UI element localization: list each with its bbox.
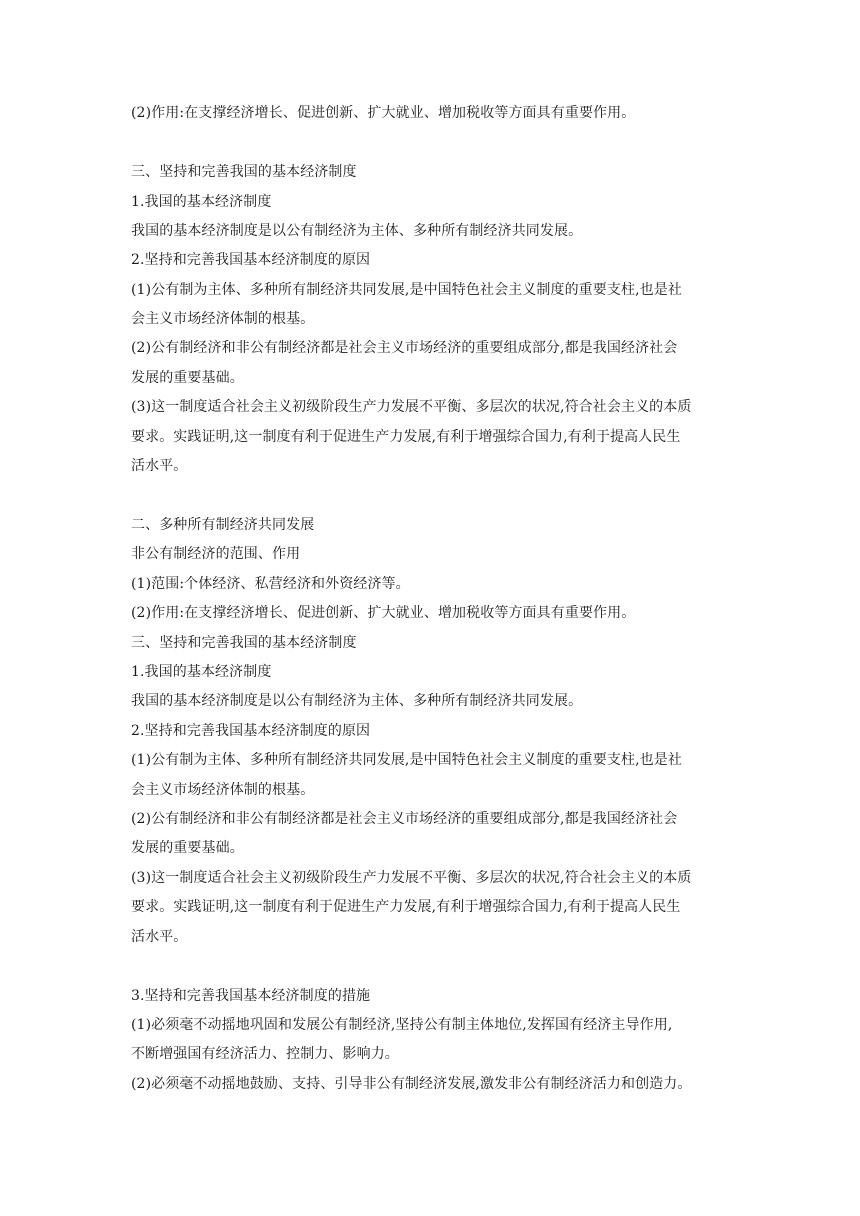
text-line: 发展的重要基础。 xyxy=(131,840,244,856)
text-line: 发展的重要基础。 xyxy=(131,370,244,386)
subsection-heading: 2.坚持和完善我国基本经济制度的原因 xyxy=(131,723,371,739)
text-line: 会主义市场经济体制的根基。 xyxy=(131,782,315,798)
text-line: (2)作用:在支撑经济增长、促进创新、扩大就业、增加税收等方面具有重要作用。 xyxy=(131,605,636,621)
text-line: (1)必须毫不动摇地巩固和发展公有制经济,坚持公有制主体地位,发挥国有经济主导作用, xyxy=(131,1017,673,1033)
subsection-heading: 1.我国的基本经济制度 xyxy=(131,664,272,680)
section-heading: 二、多种所有制经济共同发展 xyxy=(131,517,315,533)
text-line: 我国的基本经济制度是以公有制经济为主体、多种所有制经济共同发展。 xyxy=(131,223,583,239)
text-line: 我国的基本经济制度是以公有制经济为主体、多种所有制经济共同发展。 xyxy=(131,693,583,709)
text-line: (3)这一制度适合社会主义初级阶段生产力发展不平衡、多层次的状况,符合社会主义的本质 xyxy=(131,399,692,415)
subsection-heading: 1.我国的基本经济制度 xyxy=(131,194,272,210)
section-heading: 三、坚持和完善我国的基本经济制度 xyxy=(131,164,357,180)
text-line: (1)范围:个体经济、私营经济和外资经济等。 xyxy=(131,576,410,592)
text-line: 要求。实践证明,这一制度有利于促进生产力发展,有利于增强综合国力,有利于提高人民生 xyxy=(131,899,681,915)
text-line: (2)公有制经济和非公有制经济都是社会主义市场经济的重要组成部分,都是我国经济社会 xyxy=(131,340,678,356)
text-line: (2)作用:在支撑经济增长、促进创新、扩大就业、增加税收等方面具有重要作用。 xyxy=(131,105,636,121)
text-line: 活水平。 xyxy=(131,929,188,945)
text-line: (1)公有制为主体、多种所有制经济共同发展,是中国特色社会主义制度的重要支柱,也是社 xyxy=(131,282,682,298)
text-line: 会主义市场经济体制的根基。 xyxy=(131,311,315,327)
subsection-heading: 非公有制经济的范围、作用 xyxy=(131,546,301,562)
text-line: (2)必须毫不动摇地鼓励、支持、引导非公有制经济发展,激发非公有制经济活力和创造力。 xyxy=(131,1076,692,1092)
subsection-heading: 2.坚持和完善我国基本经济制度的原因 xyxy=(131,252,371,268)
subsection-heading: 3.坚持和完善我国基本经济制度的措施 xyxy=(131,988,371,1004)
section-heading: 三、坚持和完善我国的基本经济制度 xyxy=(131,635,357,651)
text-line: 不断增强国有经济活力、控制力、影响力。 xyxy=(131,1046,399,1062)
text-line: (3)这一制度适合社会主义初级阶段生产力发展不平衡、多层次的状况,符合社会主义的本质 xyxy=(131,870,692,886)
text-line: 活水平。 xyxy=(131,458,188,474)
text-line: (1)公有制为主体、多种所有制经济共同发展,是中国特色社会主义制度的重要支柱,也是社 xyxy=(131,752,682,768)
text-line: 要求。实践证明,这一制度有利于促进生产力发展,有利于增强综合国力,有利于提高人民生 xyxy=(131,429,681,445)
text-line: (2)公有制经济和非公有制经济都是社会主义市场经济的重要组成部分,都是我国经济社会 xyxy=(131,811,678,827)
